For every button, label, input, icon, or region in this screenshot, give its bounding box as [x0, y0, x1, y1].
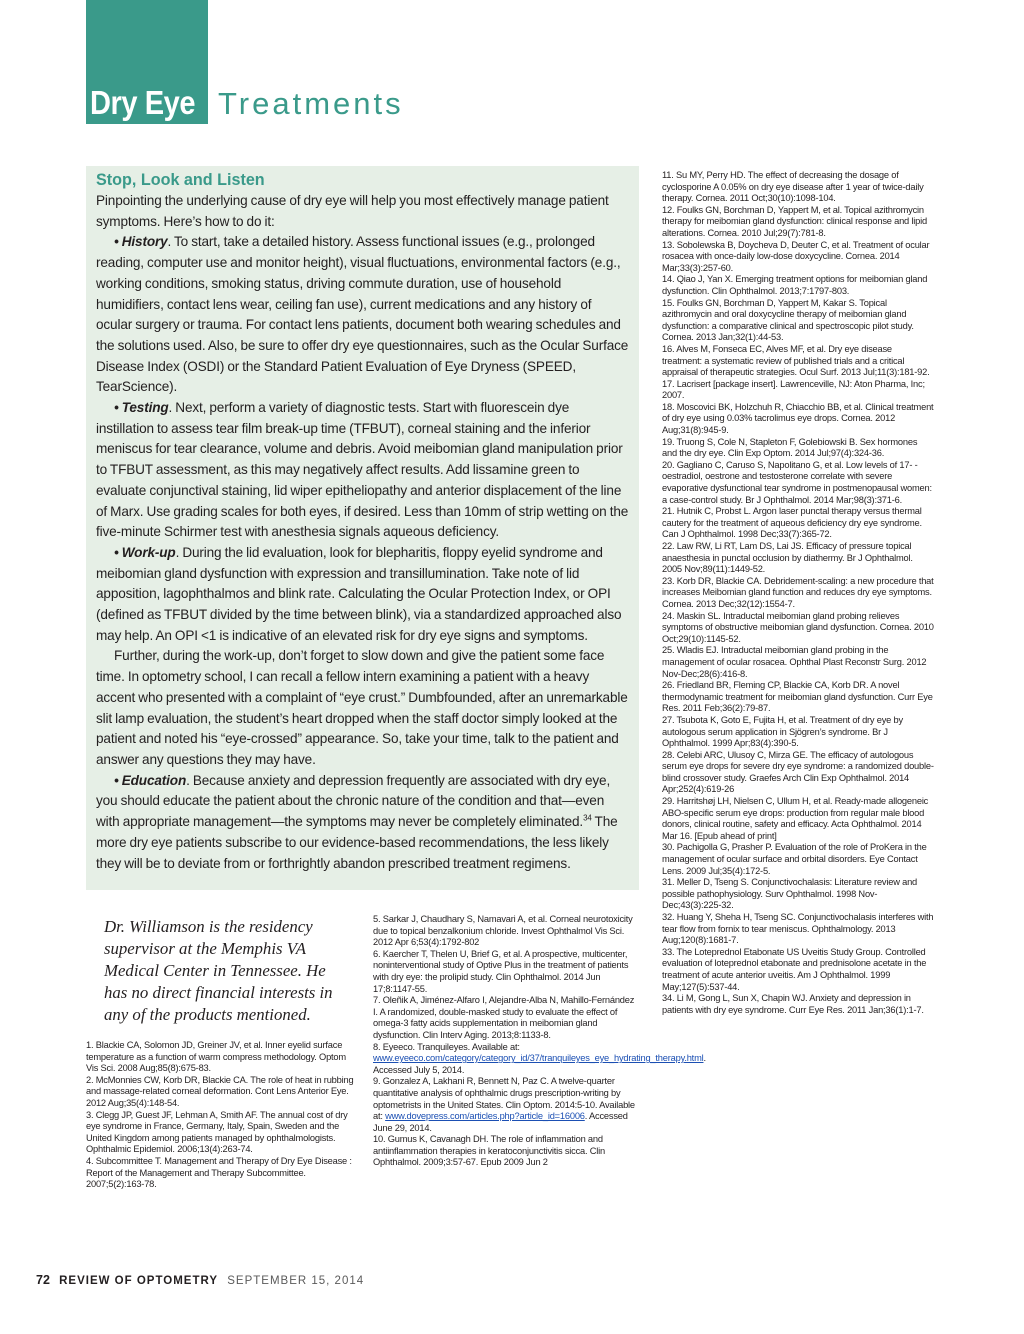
bullet-text: The more dry eye patients subscribe to our evidence-based recommendations, the less likely they will be to deviate from or forthrightly abandon prescribed treatment regimens.: [96, 814, 618, 871]
reference-item: 5. Sarkar J, Chaudhary S, Namavari A, et al. Corneal neurotoxicity due to topical benzalkonium chloride. Invest Ophthalmol Vis Sci. 2012 Apr 6;53(4):1792-802: [373, 914, 633, 948]
reference-link[interactable]: www.eyeeco.com/category/category_id/37/tranquileyes_eye_hydrating_therapy.html: [373, 1053, 704, 1064]
bullet-education: [96, 771, 629, 875]
reference-item: 7. Oleñik A, Jiménez-Alfaro I, Alejandre-Alba N, Mahillo-Fernández I. A randomized, double-masked study to evaluate the effect of omega-3 fatty acids supplementation in meibomian gland dysfunction. Clin Interv Aging. 2013;8:1133-8.: [373, 995, 635, 1040]
reference-item: 12. Foulks GN, Borchman D, Yappert M, et al. Topical azithromycin therapy for meibomian gland dysfunction: clinical response and lipid alterations. Cornea. 2010 Jul;29(7):781-8.: [662, 204, 927, 238]
reference-item: [373, 1041, 706, 1077]
sidebar-heading: Stop, Look and Listen: [96, 170, 265, 189]
reference-item: 34. Li M, Gong L, Sun X, Chapin WJ. Anxiety and depression in patients with dry eye syndrome. Curr Eye Res. 2011 Jan;36(1):1-7.: [662, 993, 924, 1015]
reference-item: 4. Subcommittee T. Management and Therapy of Dry Eye Disease : Report of the Management and Therapy Subcommittee. 2007;5(2):163-78.: [86, 1155, 352, 1190]
reference-item: 20. Gagliano C, Caruso S, Napolitano G, et al. Low levels of 17- -oestradiol, oestrone and testosterone correlate with severe evaporative dysfunctional tear syndrome in postmenopausal women: a case-control study. Br J Ophthalmol. 2014 Mar;98(3):371-6.: [662, 459, 932, 505]
reference-item: 22. Law RW, Li RT, Lam DS, Lai JS. Efficacy of pressure topical anaesthesia in punctal occlusion by diathermy. Br J Ophthalmol. 2005 Nov;89(11):1449-52.: [662, 541, 913, 575]
reference-item: 3. Clegg JP, Guest JF, Lehman A, Smith AF. The annual cost of dry eye syndrome in France, Germany, Italy, Spain, Sweden and the United Kingdom among patients managed by ophthalmologists. Ophthalmic Epidemiol. 2006;13(4):263-74.: [86, 1109, 348, 1155]
bullet-text: . To start, take a detailed history. Assess functional issues (e.g., prolonged reading, computer use and monitor height), visual fluctuations, environmental factors (e.g., working conditions, smoking status, driving commute duration, use of household humidifiers, contact lens wear, ceiling fan use), current medications and any history of ocular surgery or trauma. For contact lens patients, document both wearing schedules and the solutions used. Also, be sure to offer dry eye questionnaires, such as the Ocular Surface Disease Index (OSDI) or the Standard Patient Evaluation of Eye Dryness (SPEED, TearScience).: [96, 234, 629, 395]
reference-item: 18. Moscovici BK, Holzchuh R, Chiacchio BB, et al. Clinical treatment of dry eye using 0.03% tacrolimus eye drops. Cornea. 2012 Aug;31(8):945-9.: [662, 401, 934, 436]
references-column-2: [373, 914, 706, 1169]
reference-item: 27. Tsubota K, Goto E, Fujita H, et al. Treatment of dry eye by autologous serum application in Sjögren’s syndrome. Br J Ophthalmol. 1999 Apr;83(4):390-5.: [662, 714, 903, 749]
reference-item: 25. Wladis EJ. Intraductal meibomian gland probing in the management of ocular rosacea. Ophthal Plast Reconstr Surg. 2012 Nov-Dec;28(6):416-8.: [662, 645, 927, 679]
references-column-3: [662, 170, 934, 1016]
bullet-term: • Work-up: [114, 544, 176, 560]
reference-item: 6. Kaercher T, Thelen U, Brief G, et al. A prospective, multicenter, noninterventional study of Optive Plus in the treatment of patients with dry eye: the prolipid study. Clin Ophthalmol. 2014 Jun 17;8:1147-55.: [373, 948, 629, 994]
reference-item: 2. McMonnies CW, Korb DR, Blackie CA. The role of heat in rubbing and massage-related corneal deformation. Cont Lens Anterior Eye. 2012 Aug;35(4):148-54.: [86, 1074, 354, 1108]
bullet-history: [96, 232, 629, 398]
reference-item: 32. Huang Y, Sheha H, Tseng SC. Conjunctivochalasis interferes with tear flow from fornix to tear meniscus. Ophthalmology. 2013 Aug;120(8):1681-7.: [662, 912, 934, 946]
sidebar-box: [86, 166, 639, 890]
reference-item: 19. Truong S, Cole N, Stapleton F, Golebiowski B. Sex hormones and the dry eye. Clin Exp Optom. 2014 Jul;97(4):324-36.: [662, 436, 918, 459]
reference-item: 14. Qiao J, Yan X. Emerging treatment options for meibomian gland dysfunction. Clin Ophthalmol. 2013;7:1797-803.: [662, 274, 928, 296]
reference-text: . Accessed July 5, 2014.: [373, 1053, 706, 1075]
reference-item: 33. The Loteprednol Etabonate US Uveitis Study Group. Controlled evaluation of loteprednol etabonate and prednisolone acetate in the treatment of acute anterior uveitis. Am J Ophthalmol. 1999 May;127(5):537-44.: [662, 946, 927, 992]
reference-item: 31. Meller D, Tseng S. Conjunctivochalasis: Literature review and possible pathophysiology. Surv Ophthalmol. 1998 Nov-Dec;43(3):225-32.: [662, 877, 918, 911]
citation-superscript: 34: [583, 813, 592, 823]
issue-date: SEPTEMBER 15, 2014: [227, 1275, 365, 1287]
reference-item: 23. Korb DR, Blackie CA. Debridement-scaling: a new procedure that increases Meibomian gland function and reduces dry eye symptoms. Cornea. 2013 Dec;32(12):1554-7.: [662, 575, 934, 609]
reference-item: 10. Gumus K, Cavanagh DH. The role of inflammation and antiinflammation therapies in keratoconjunctivitis sicca. Clin Ophthalmol. 2009;3:57-67. Epub 2009 Jun 2: [373, 1134, 606, 1168]
reference-link[interactable]: www.dovepress.com/articles.php?article_id=16006: [385, 1111, 585, 1122]
reference-item: 28. Celebi ARC, Ulusoy C, Mirza GE. The efficacy of autologous serum eye drops for severe dry eye syndrome: a randomized double-blind crossover study. Graefes Arch Clin Exp Ophthalmol. 2014 Apr;252(4):619-26: [662, 749, 934, 795]
reference-item: 16. Alves M, Fonseca EC, Alves MF, et al. Dry eye disease treatment: a systematic review of published trials and a critical appraisal of therapeutic strategies. Ocul Surf. 2013 Jul;11(3):181-92.: [662, 343, 930, 378]
reference-item: 26. Friedland BR, Fleming CP, Blackie CA, Korb DR. A novel thermodynamic treatment for meibomian gland dysfunction. Curr Eye Res. 2011 Feb;36(2):79-87.: [662, 680, 933, 714]
bullet-term: • History: [114, 234, 168, 250]
reference-item: 13. Sobolewska B, Doycheva D, Deuter C, et al. Treatment of ocular rosacea with once-daily low-dose doxycycline. Cornea. 2014 Mar;33(3):257-60.: [662, 239, 930, 273]
title-bold: Dry Eye: [90, 84, 196, 121]
bullet-text: . Next, perform a variety of diagnostic tests. Start with fluorescein dye instillation to assess tear film break-up time (TFBUT), corneal staining and the inferior meniscus for tear clearance, volume and debris. Avoid meibomian gland manipulation prior to TFBUT assessment, as this may negatively affect results. Add lissamine green to evaluate conjunctival staining, lid wiper epitheliopathy and anterior displacement of the line of Marx. Use grading scales for both eyes, if desired. Less than 10mm of strip wetting on the five-minute Schirmer test with anesthesia signals aqueous deficiency.: [96, 400, 629, 540]
reference-item: 30. Pachigolla G, Prasher P. Evaluation of the role of ProKera in the management of ocular surface and orbital disorders. Eye Contact Lens. 2009 Jul;35(4):172-5.: [662, 842, 927, 876]
reference-item: 29. Harritshøj LH, Nielsen C, Ullum H, et al. Ready-made allogeneic ABO-specific serum eye drops: production from regular male blood donors, clinical routine, safety and efficacy. Acta Ophthalmol. 2014 Mar 16. [Epub ahead of print]: [662, 796, 929, 841]
reference-item: 1. Blackie CA, Solomon JD, Greiner JV, et al. Inner eyelid surface temperature as a function of warm compress methodology. Optom Vis Sci. 2008 Aug;85(8):675-83.: [86, 1040, 346, 1074]
references-column-1: [86, 1040, 354, 1191]
reference-text: 9. Gonzalez A, Lakhani R, Bennett N, Paz C. A twelve-quarter quantitative analysis of ophthalmic drugs prescription-writing by optometrists in the United States. Clin Optom. 2014:5-10. Available at:: [373, 1076, 635, 1122]
title-light: Treatments: [218, 86, 404, 121]
bullet-term: • Testing: [114, 400, 169, 416]
reference-item: 24. Maskin SL. Intraductal meibomian gland probing relieves symptoms of obstructive meibomian gland dysfunction. Cornea. 2010 Oct;29(10):1145-52.: [662, 610, 934, 644]
sidebar-body: [96, 191, 629, 874]
magazine-name: REVIEW OF OPTOMETRY: [59, 1275, 219, 1287]
reference-item: 11. Su MY, Perry HD. The effect of decreasing the dosage of cyclosporine A 0.05% on dry eye disease after 1 year of twice-daily therapy. Cornea. 2011 Oct;30(10):1098-104.: [662, 170, 924, 204]
reference-item: 21. Hutnik C, Probst L. Argon laser punctal therapy versus thermal cautery for the treatment of aqueous deficiency dry eye syndrome. Can J Ophthalmol. 1998 Dec;33(7):365-72.: [662, 506, 922, 540]
bullet-testing: [96, 398, 629, 543]
reference-item: 15. Foulks GN, Borchman D, Yappert M, Kakar S. Topical azithromycin and oral doxycycline therapy of meibomian gland dysfunction: a comparative clinical and spectroscopic pilot study. Cornea. 2013 Jan;32(1):44-53.: [662, 297, 914, 343]
page-title: [90, 84, 404, 121]
sidebar-paragraph: Further, during the work-up, don’t forget to slow down and give the patient some face time. In optometry school, I can recall a fellow intern examining a patient with a heavy accent who presented with a complaint of “eye crust.” Dumbfounded, after an unremarkable slit lamp evaluation, the student’s heart dropped when the staff doctor simply looked at the patient and noted his “eye-crossed” appearance. So, take your time, talk to the patient and answer any questions they may have.: [96, 648, 628, 767]
bullet-work-up: [96, 543, 629, 647]
sidebar-intro: Pinpointing the underlying cause of dry eye will help you most effectively manage patient symptoms. Here’s how to do it:: [96, 193, 609, 229]
reference-text: 8. Eyeeco. Tranquileyes. Available at:: [373, 1041, 520, 1052]
reference-item: [373, 1076, 641, 1134]
author-bio: Dr. Williamson is the residency supervisor at the Memphis VA Medical Center in Tennessee. He has no direct financial interests in any of the products mentioned.: [104, 917, 333, 1024]
page-footer: [36, 1273, 364, 1288]
page-number: 72: [36, 1273, 50, 1287]
reference-text: . Accessed June 29, 2014.: [373, 1111, 628, 1133]
bullet-text: . During the lid evaluation, look for blepharitis, floppy eyelid syndrome and meibomian gland dysfunction with expression and transillumination. Take note of lid apposition, lagophthalmos and blink rate. Calculating the Ocular Protection Index, or OPI (defined as TFBUT divided by the time between blink), via a standardized approached also may help. An OPI <1 is indicative of an elevated risk for dry eye signs and symptoms.: [96, 544, 622, 643]
bullet-term: • Education: [114, 772, 187, 788]
reference-item: 17. Lacrisert [package insert]. Lawrenceville, NJ: Aton Pharma, Inc; 2007.: [662, 378, 925, 401]
bullet-text: . Because anxiety and depression frequently are associated with dry eye, you should educate the patient about the chronic nature of the condition and that—even with appropriate management—the symptoms may never be completely eliminated.: [96, 772, 611, 830]
